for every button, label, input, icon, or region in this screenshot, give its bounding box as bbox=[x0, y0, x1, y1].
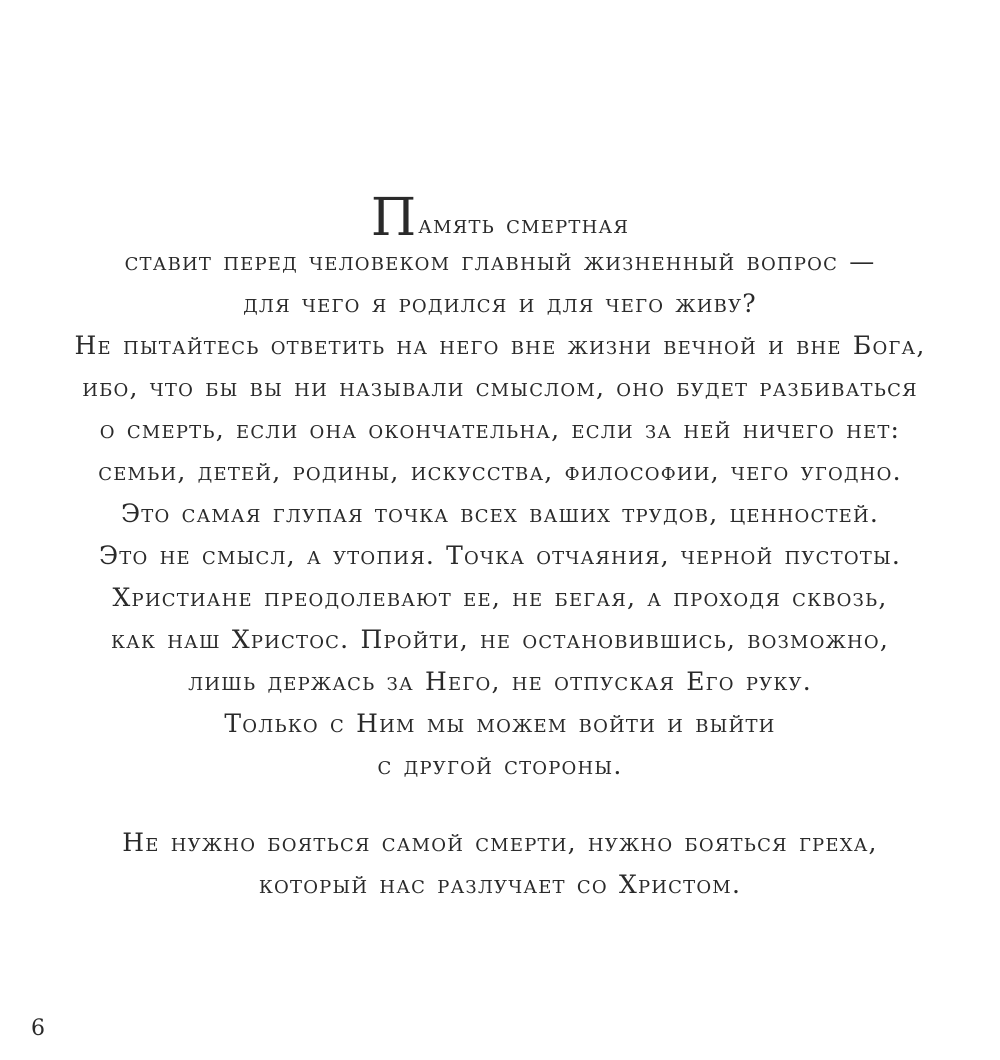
closing-paragraph bbox=[40, 822, 960, 906]
text-line: Не пытайтесь ответить на него вне жизни вечной и вне Бога, bbox=[74, 331, 926, 360]
drop-cap: П bbox=[370, 188, 417, 248]
text-line: как наш Христос. Пройти, не остановившись, возможно, bbox=[110, 625, 890, 654]
text-line: ставит перед человеком главный жизненный вопрос — bbox=[124, 247, 876, 276]
text-line: о смерть, если она окончательна, если за ней ничего нет: bbox=[99, 415, 901, 444]
text-line: лишь держась за Него, не отпуская Его руку. bbox=[188, 667, 812, 696]
text-line: Это самая глупая точка всех ваших трудов, ценностей. bbox=[120, 499, 880, 528]
text-line: с другой стороны. bbox=[377, 751, 623, 780]
main-paragraph bbox=[40, 188, 960, 787]
page-number: 6 bbox=[31, 1016, 45, 1041]
text-line: который нас разлучает со Христом. bbox=[258, 870, 742, 899]
text-line: Только с Ним мы можем войти и выйти bbox=[224, 709, 776, 738]
text-line: ибо, что бы вы ни называли смыслом, оно будет разбиваться bbox=[82, 373, 918, 402]
text-line: Не нужно бояться самой смерти, нужно бояться греха, bbox=[122, 828, 878, 857]
text-line: для чего я родился и для чего живу? bbox=[243, 289, 757, 318]
text-line: Это не смысл, а утопия. Точка отчаяния, черной пустоты. bbox=[98, 541, 902, 570]
text-line: Христиане преодолевают ее, не бегая, а проходя сквозь, bbox=[112, 583, 888, 612]
opening-line-text: амять смертная bbox=[418, 210, 630, 239]
text-line: семьи, детей, родины, искусства, философии, чего угодно. bbox=[98, 457, 902, 486]
opening-line bbox=[40, 188, 960, 248]
